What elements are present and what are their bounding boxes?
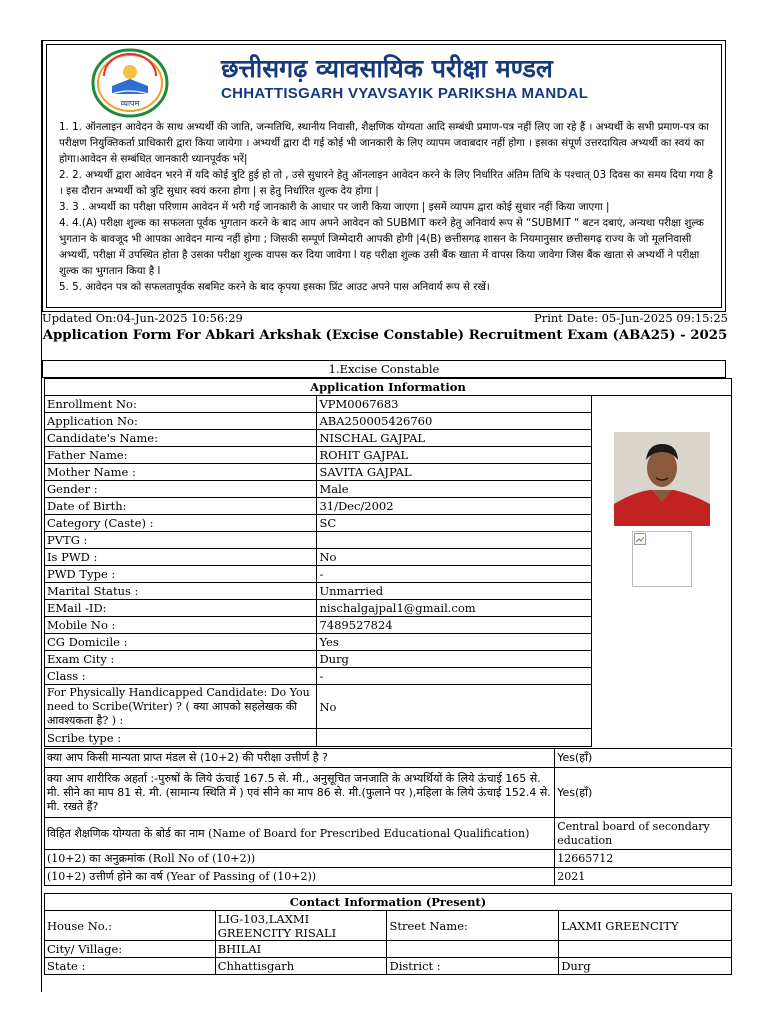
district-value: Durg xyxy=(559,958,732,975)
question-answer: Central board of secondary education xyxy=(555,818,732,850)
field-value: 31/Dec/2002 xyxy=(317,498,592,515)
question-label: क्या आप शारीरिक अहर्ता :-पुरुषों के लिये ऊंचाई 167.5 से. मी., अनुसूचित जनजाति के अभ्यर्थियों के लिये ऊंचाई 165 से. मी. सीने का माप 81 से. मी. (सामान्य स्थिति में ) एवं सीने का माप 86 से. मी.(फुलाने पर ),महिला के लिये ऊंचाई 152.4 से. मी. रखते हैं? xyxy=(45,768,555,818)
instructions-list xyxy=(59,119,715,295)
city-value: BHILAI xyxy=(215,941,387,958)
date-row xyxy=(42,311,728,326)
field-value: SAVITA GAJPAL xyxy=(317,464,592,481)
logo-text: व्यापम xyxy=(120,99,140,108)
field-value xyxy=(317,532,592,549)
field-label: EMail -ID: xyxy=(45,600,317,617)
field-value: No xyxy=(317,685,592,729)
street-value: LAXMI GREENCITY xyxy=(559,911,732,941)
field-label: Enrollment No: xyxy=(45,396,317,413)
field-label: Class : xyxy=(45,668,317,685)
field-label: Is PWD : xyxy=(45,549,317,566)
candidate-photo xyxy=(614,432,710,526)
field-value: 7489527824 xyxy=(317,617,592,634)
instructions-panel xyxy=(42,40,726,312)
field-value xyxy=(317,729,592,747)
field-label: Scribe type : xyxy=(45,729,317,747)
field-value: VPM0067683 xyxy=(317,396,592,413)
field-value: ROHIT GAJPAL xyxy=(317,447,592,464)
print-date: Print Date: 05-Jun-2025 09:15:25 xyxy=(533,311,728,325)
signature-image xyxy=(632,531,692,587)
broken-image-icon xyxy=(634,533,646,545)
empty-cell xyxy=(559,941,732,958)
question-answer: Yes(हाँ) xyxy=(555,768,732,818)
field-value: Yes xyxy=(317,634,592,651)
field-value: nischalgajpal1@gmail.com xyxy=(317,600,592,617)
street-label: Street Name: xyxy=(387,911,559,941)
question-answer: 2021 xyxy=(555,868,732,886)
instruction-item: 2. 2. अभ्यर्थी द्वारा आवेदन भरने में यदि कोई त्रुटि हुई हो तो , उसे सुधारने हेतु ऑनलाइन आवेदन करने के लिए निर्धारित अंतिम तिथि के पश्चात् 03 दिवस का समय दिया गया है । इस दौरान अभ्यर्थी को त्रुटि सुधार स्वयं करना होगा | स हेतु निर्धारित शुल्क देय होगा | xyxy=(59,169,713,197)
field-label: Mother Name : xyxy=(45,464,317,481)
org-name-hindi: छत्तीसगढ़ व्यावसायिक परीक्षा मण्डल xyxy=(221,54,553,83)
field-label: For Physically Handicapped Candidate: Do You need to Scribe(Writer) ? ( क्या आपको सहलेखक की आवश्यकता है? ) : xyxy=(45,685,317,729)
question-answer: Yes(हाँ) xyxy=(555,749,732,768)
field-label: Category (Caste) : xyxy=(45,515,317,532)
field-value: ABA250005426760 xyxy=(317,413,592,430)
form-title: Application Form For Abkari Arkshak (Excise Constable) Recruitment Exam (ABA25) - 2025 xyxy=(42,328,728,343)
contact-info-heading: Contact Information (Present) xyxy=(45,894,732,911)
question-label: विहित शैक्षणिक योग्यता के बोर्ड का नाम (Name of Board for Prescribed Educational Qualification) xyxy=(45,818,555,850)
contact-info-table xyxy=(44,893,732,975)
field-value: Unmarried xyxy=(317,583,592,600)
field-value: NISCHAL GAJPAL xyxy=(317,430,592,447)
field-label: Father Name: xyxy=(45,447,317,464)
field-label: Mobile No : xyxy=(45,617,317,634)
house-label: House No.: xyxy=(45,911,216,941)
city-label: City/ Village: xyxy=(45,941,216,958)
field-label: Gender : xyxy=(45,481,317,498)
post-selected: 1.Excise Constable xyxy=(42,360,726,378)
question-label: (10+2) का अनुक्रमांक (Roll No of (10+2)) xyxy=(45,850,555,868)
state-label: State : xyxy=(45,958,216,975)
field-value: - xyxy=(317,668,592,685)
instruction-item: 1. 1. ऑनलाइन आवेदन के साथ अभ्यर्थी की जाति, जन्मतिथि, स्थानीय निवासी, शैक्षणिक योग्यता आदि सम्बंधी प्रमाण-पत्र नहीं लिए जा रहे हैं । अभ्यर्थी के सभी प्रमाण-पत्र का परीक्षण नियुक्तिकर्ता प्राधिकारी द्वारा किया जायेगा । अभ्यर्थी द्वारा दी गई कोई भी जानकारी के लिए व्यापम जवाबदार नहीं होगा । इसका संपूर्ण उत्तरदायित्व अभ्यर्थी का स्वयं का होगा।आवेदन से सम्बंधित जानकारी ध्यानपूर्वक भरें| xyxy=(59,121,709,165)
field-value: Male xyxy=(317,481,592,498)
house-value: LIG-103,LAXMI GREENCITY RISALI xyxy=(215,911,387,941)
field-label: PVTG : xyxy=(45,532,317,549)
field-label: Marital Status : xyxy=(45,583,317,600)
field-label: Application No: xyxy=(45,413,317,430)
field-value: - xyxy=(317,566,592,583)
application-info-heading: Application Information xyxy=(45,379,732,396)
field-value: SC xyxy=(317,515,592,532)
field-label: CG Domicile : xyxy=(45,634,317,651)
district-label: District : xyxy=(387,958,559,975)
instruction-item: 5. 5. आवेदन पत्र को सफलतापूर्वक सबमिट करने के बाद कृपया इसका प्रिंट आउट अपने पास अनिवार्य रूप से रखें। xyxy=(59,281,490,293)
vyapam-logo xyxy=(90,46,170,118)
field-label: Date of Birth: xyxy=(45,498,317,515)
question-answer: 12665712 xyxy=(555,850,732,868)
field-value: Durg xyxy=(317,651,592,668)
question-label: (10+2) उत्तीर्ण होने का वर्ष (Year of Passing of (10+2)) xyxy=(45,868,555,886)
updated-on: Updated On:04-Jun-2025 10:56:29 xyxy=(42,311,243,325)
qualification-questions-table xyxy=(44,748,732,886)
instruction-item: 4. 4.(A) परीक्षा शुल्क का सफलता पूर्वक भुगतान करने के बाद आप अपने आवेदन को SUBMIT करने हेतु अनिवार्य रूप से “SUBMIT “ बटन दबाएं, अन्यथा परीक्षा शुल्क भुगतान के बावजूद भी आपका आवेदन मान्य नहीं होगा ; जिसकी सम्पूर्ण जिम्मेदारी आपकी होगी |4(B) छत्तीसगढ़ शासन के नियमानुसार छत्तीसगढ़ राज्य के जो मूलनिवासी अभ्यर्थी, परीक्षा में उपस्थित होता है उसका परीक्षा शुल्क वापस कर दिया जावेगा l यह परीक्षा शुल्क उसी बैंक खाता में वापस किया जावेगा जिस बैंक खाता से अभ्यर्थी ने परीक्षा शुल्क का भुगतान किया है l xyxy=(59,217,704,277)
org-name-english: CHHATTISGARH VYAVSAYIK PARIKSHA MANDAL xyxy=(221,85,589,102)
instruction-item: 3. 3 . अभ्यर्थी का परीक्षा परिणाम आवेदन में भरी गई जानकारी के आधार पर जारी किया जाएगा | इसमें व्यापम द्वारा कोई सुधार नहीं किया जाएगा | xyxy=(59,201,610,213)
state-value: Chhattisgarh xyxy=(215,958,387,975)
field-label: Exam City : xyxy=(45,651,317,668)
field-label: Candidate's Name: xyxy=(45,430,317,447)
empty-cell xyxy=(387,941,559,958)
field-label: PWD Type : xyxy=(45,566,317,583)
question-label: क्या आप किसी मान्यता प्राप्त मंडल से (10+2) की परीक्षा उत्तीर्ण है ? xyxy=(45,749,555,768)
application-info-table xyxy=(44,378,732,747)
photo-cell xyxy=(592,396,732,747)
field-value: No xyxy=(317,549,592,566)
